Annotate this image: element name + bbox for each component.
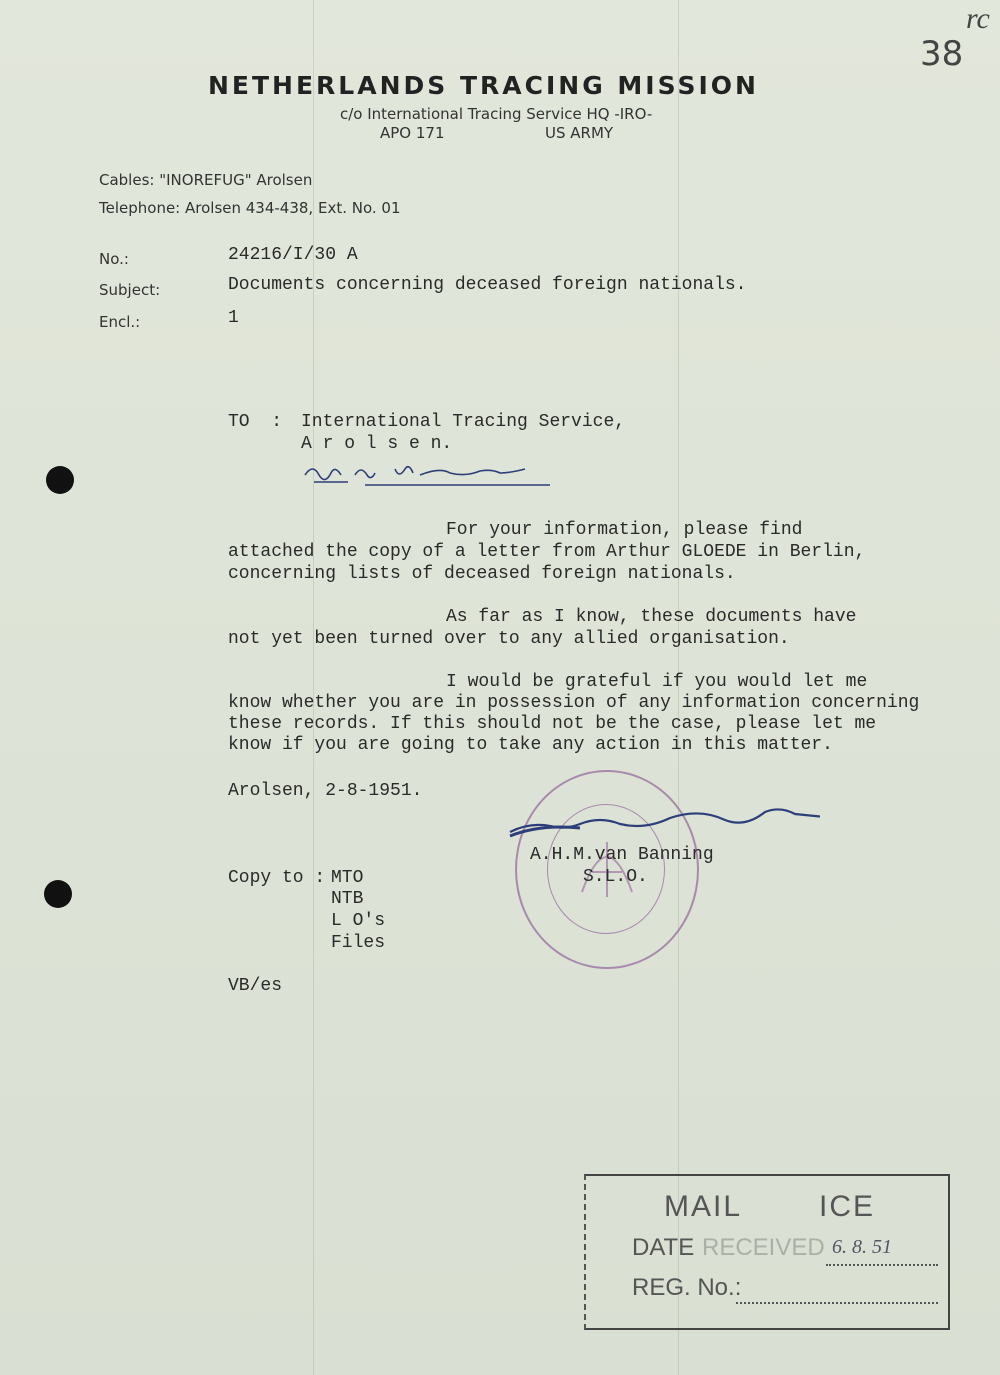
- organization-title: NETHERLANDS TRACING MISSION: [208, 71, 759, 100]
- page-number: 38: [920, 34, 964, 74]
- address-apo: APO 171: [380, 124, 445, 142]
- addressee-city: A r o l s e n.: [301, 434, 453, 454]
- subject-value: Documents concerning deceased foreign nationals.: [228, 275, 747, 295]
- reference-initials: VB/es: [228, 976, 283, 996]
- body-line: For your information, please find: [446, 520, 803, 540]
- punch-hole: [46, 466, 74, 494]
- body-line: I would be grateful if you would let me: [446, 672, 868, 692]
- body-line: attached the copy of a letter from Arthur GLOEDE in Berlin,: [228, 542, 866, 562]
- body-line: know if you are going to take any action in this matter.: [228, 735, 833, 755]
- body-line: As far as I know, these documents have: [446, 607, 857, 627]
- handwritten-initial: rc: [966, 2, 990, 35]
- subject-label: Subject:: [99, 281, 161, 299]
- body-line: these records. If this should not be the case, please let me: [228, 714, 877, 734]
- reg-no-label: REG. No.:: [632, 1274, 742, 1301]
- address-army: US ARMY: [545, 124, 614, 142]
- received-label: RECEIVED: [702, 1234, 825, 1261]
- copy-to-item: Files: [331, 933, 386, 953]
- enclosure-value: 1: [228, 308, 239, 328]
- body-line: know whether you are in possession of any information concerning: [228, 693, 920, 713]
- body-line: not yet been turned over to any allied organisation.: [228, 629, 790, 649]
- handwritten-note: [300, 455, 560, 490]
- punch-hole: [44, 880, 72, 908]
- signatory-title: S.L.O.: [583, 867, 648, 887]
- address-line: c/o International Tracing Service HQ -IRO-: [340, 105, 653, 123]
- enclosure-label: Encl.:: [99, 313, 141, 331]
- copy-to-item: NTB: [331, 889, 364, 909]
- body-line: concerning lists of deceased foreign nationals.: [228, 564, 736, 584]
- copy-to-label: Copy to :: [228, 868, 326, 888]
- telephone-line: Telephone: Arolsen 434-438, Ext. No. 01: [99, 199, 401, 217]
- mail-stamp-title-b: ICE: [819, 1190, 876, 1223]
- copy-to-item: MTO: [331, 868, 364, 888]
- mail-stamp-title-a: MAIL: [664, 1190, 743, 1223]
- no-label: No.:: [99, 250, 129, 268]
- signatory-name: A.H.M.van Banning: [530, 845, 714, 865]
- file-number: 24216/I/30 A: [228, 245, 358, 265]
- cables-line: Cables: "INOREFUG" Arolsen: [99, 171, 313, 189]
- addressee-name: International Tracing Service,: [301, 412, 626, 432]
- to-label: TO :: [228, 412, 283, 432]
- date-label: DATE: [632, 1234, 695, 1261]
- copy-to-item: L O's: [331, 911, 386, 931]
- date-received-value: 6. 8. 51: [832, 1236, 892, 1258]
- place-date: Arolsen, 2-8-1951.: [228, 781, 423, 801]
- signature-scrawl: [505, 802, 820, 847]
- mail-office-stamp: [584, 1174, 950, 1330]
